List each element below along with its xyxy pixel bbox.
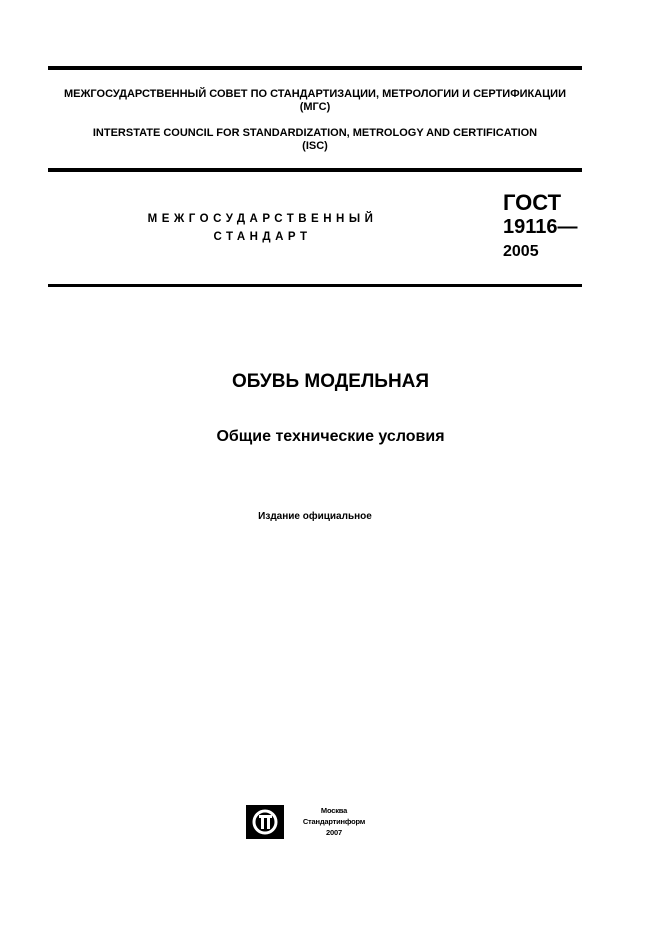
publisher-name: Стандартинформ <box>302 817 366 826</box>
standard-designation <box>503 190 578 263</box>
publisher-city: Москва <box>320 806 348 815</box>
council-abbr-en: (ISC) <box>302 140 328 152</box>
middle-divider <box>48 168 582 172</box>
council-name-en-line: INTERSTATE COUNCIL FOR STANDARDIZATION, METROLOGY AND CERTIFICATION <box>92 127 538 139</box>
document-subtitle: Общие технические условия <box>216 428 445 445</box>
edition-note: Издание официальное <box>258 511 372 522</box>
designation-prefix: ГОСТ <box>503 190 562 215</box>
publisher-year: 2007 <box>326 828 342 837</box>
designation-number-wrap <box>503 215 578 239</box>
council-name-ru <box>48 88 582 114</box>
standard-kind-line2: СТАНДАРТ <box>213 231 312 243</box>
council-name-ru-line: МЕЖГОСУДАРСТВЕННЫЙ СОВЕТ ПО СТАНДАРТИЗАЦИИ, МЕТРОЛОГИИ И СЕРТИФИКАЦИИ <box>63 88 566 100</box>
designation-year: 2005 <box>503 243 539 260</box>
document-title: ОБУВЬ МОДЕЛЬНАЯ <box>231 371 430 392</box>
top-divider <box>48 66 582 70</box>
standard-kind <box>130 210 395 246</box>
standartinform-logo-icon <box>246 805 284 839</box>
lower-divider <box>48 284 582 287</box>
council-name-en <box>48 127 582 153</box>
council-abbr-ru: (МГС) <box>299 101 331 113</box>
designation-dash: — <box>557 216 578 238</box>
designation-number: 19116 <box>503 216 558 238</box>
publisher-imprint <box>286 805 382 838</box>
standard-kind-line1: МЕЖГОСУДАРСТВЕННЫЙ <box>147 213 378 225</box>
